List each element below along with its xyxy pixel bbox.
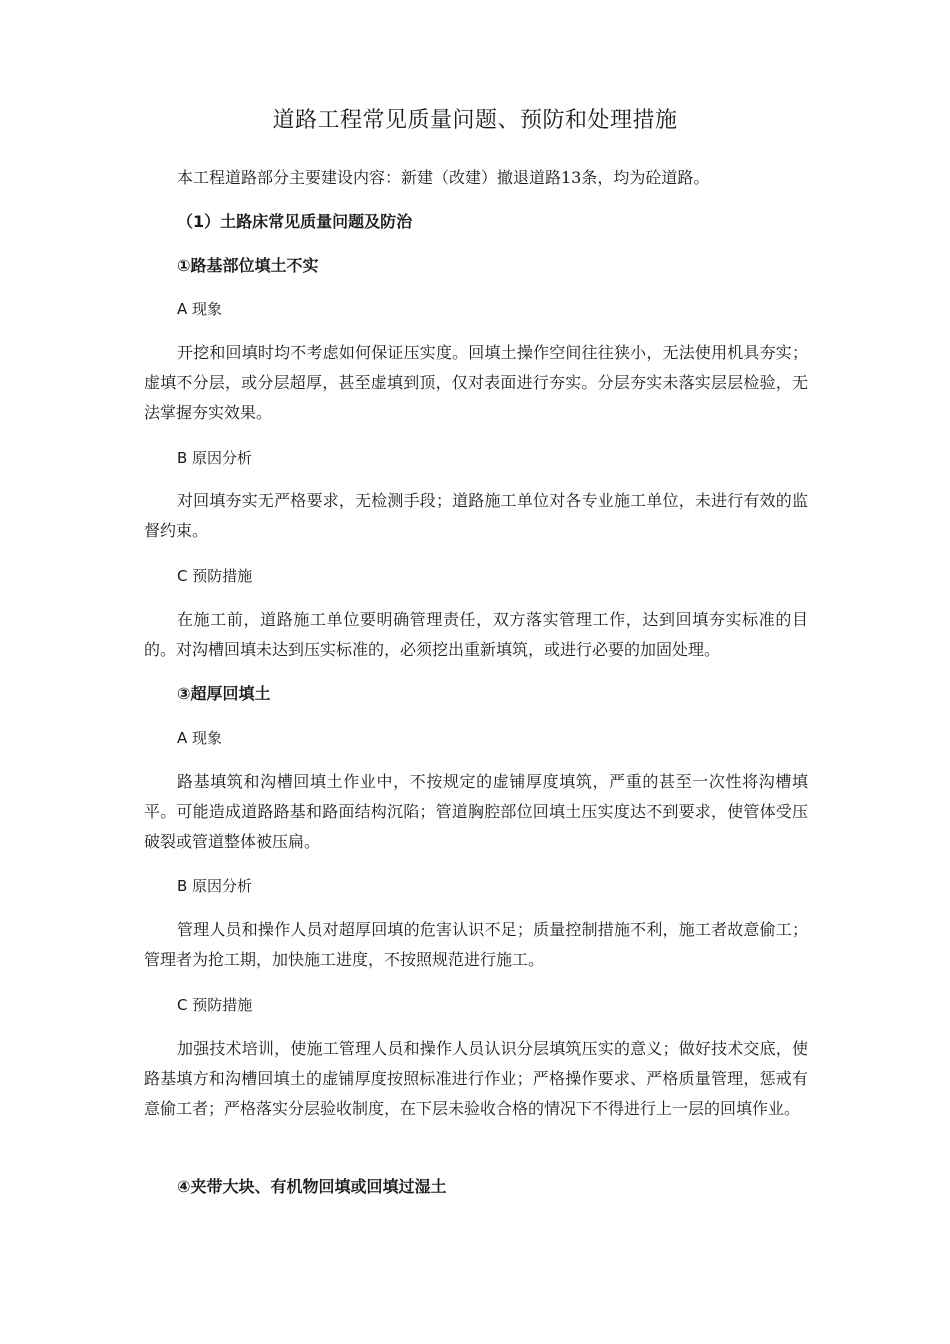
prevention-label: C 预防措施 <box>177 567 253 585</box>
intro-paragraph: 本工程道路部分主要建设内容：新建（改建）撤退道路13条，均为砼道路。 <box>177 168 710 187</box>
phenomenon-label: A 现象 <box>177 300 223 318</box>
item-heading-fill-not-compact: ①路基部位填土不实 <box>177 256 319 275</box>
cause-label: B 原因分析 <box>177 877 253 895</box>
item-heading-large-lumps-backfill: ④夹带大块、有机物回填或回填过湿土 <box>177 1177 447 1196</box>
phenomenon-paragraph: 路基填筑和沟槽回填土作业中，不按规定的虚铺厚度填筑，严重的甚至一次性将沟槽填平。可能造成道路路基和路面结构沉陷；管道胸腔部位回填土压实度达不到要求，使管体受压破裂或管道整体被压扁。 <box>144 772 808 851</box>
document-title: 道路工程常见质量问题、预防和处理措施 <box>272 108 678 133</box>
phenomenon-label: A 现象 <box>177 729 223 747</box>
prevention-paragraph: 在施工前，道路施工单位要明确管理责任，双方落实管理工作，达到回填夯实标准的目的。对沟槽回填未达到压实标准的，必须挖出重新填筑，或进行必要的加固处理。 <box>144 610 808 659</box>
cause-paragraph: 对回填夯实无严格要求，无检测手段；道路施工单位对各专业施工单位，未进行有效的监督约束。 <box>144 491 808 540</box>
section-heading-subgrade: （1）土路床常见质量问题及防治 <box>177 212 413 231</box>
cause-label: B 原因分析 <box>177 449 253 467</box>
prevention-paragraph: 加强技术培训，使施工管理人员和操作人员认识分层填筑压实的意义；做好技术交底，使路基填方和沟槽回填土的虚铺厚度按照标准进行作业；严格操作要求、严格质量管理，惩戒有意偷工者；严格落实分层验收制度，在下层未验收合格的情况下不得进行上一层的回填作业。 <box>144 1039 808 1118</box>
prevention-label: C 预防措施 <box>177 996 253 1014</box>
cause-paragraph: 管理人员和操作人员对超厚回填的危害认识不足；质量控制措施不利，施工者故意偷工；管理者为抢工期，加快施工进度，不按照规范进行施工。 <box>144 920 808 969</box>
phenomenon-paragraph: 开挖和回填时均不考虑如何保证压实度。回填土操作空间往往狭小，无法使用机具夯实；虚填不分层，或分层超厚，甚至虚填到顶，仅对表面进行夯实。分层夯实未落实层层检验，无法掌握夯实效果。 <box>144 343 808 422</box>
item-heading-overthick-backfill: ③超厚回填土 <box>177 684 271 703</box>
